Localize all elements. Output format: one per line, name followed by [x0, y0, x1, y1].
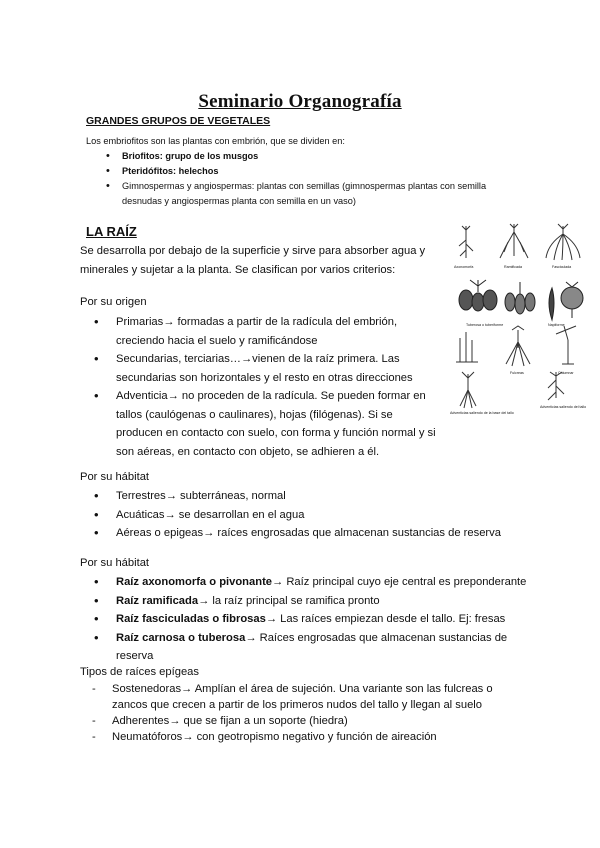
origen-label: Por su origen: [80, 296, 147, 308]
raiz-intro: Se desarrolla por debajo de la superficie y sirve para absorber agua y minerales y sujetar a la planta. Se clasifican por varios criterios:: [80, 245, 426, 276]
fig-label: Axonomorfa: [454, 265, 474, 269]
list-item: • Raíz fasciculadas o fibrosas→ Las raíces empiezan desde el tallo. Ej: fresas: [86, 610, 546, 629]
list-item: • Primarias→ formadas a partir de la radícula del embrión, creciendo hacia el suelo y ramificándose: [86, 313, 440, 350]
list-item: - Neumatóforos→ con geotropismo negativo y función de aireación: [86, 729, 506, 745]
groups-intro: Los embriofitos son las plantas con embrión, que se dividen en:: [86, 136, 345, 146]
habitat1-label: Por su hábitat: [80, 471, 150, 483]
epigeas-list: [86, 681, 506, 745]
list-item: • Acuáticas→ se desarrollan en el agua: [86, 506, 566, 525]
fig-label: Fulcreas: [510, 371, 524, 375]
groups-heading: GRANDES GRUPOS DE VEGETALES: [86, 115, 271, 127]
groups-list: [104, 149, 494, 209]
list-item: • Adventicia→ no proceden de la radícula. Se pueden formar en tallos (caulógenas o caulinares), hojas (filógenas). Si se producen en contacto con suelo, con forma y función normal y si son aéreas, en contacto con objeto, se adhieren a él.: [86, 387, 440, 461]
root-types-figure: [448, 222, 586, 418]
list-item: • Briofitos: grupo de los musgos: [104, 149, 494, 164]
habitat2-list: [86, 573, 546, 666]
raiz-heading: LA RAÍZ: [86, 224, 137, 239]
origen-list: [86, 313, 440, 461]
page-title: Seminario Organografía: [198, 91, 402, 112]
list-item: • Pteridófitos: helechos: [104, 164, 494, 179]
list-item: - Sostenedoras→ Amplían el área de sujeción. Una variante son las fulcreas o zancos que crecen a partir de los primeros nudos del tallo y llegan al suelo: [86, 681, 506, 713]
habitat2-label: Por su hábitat: [80, 557, 150, 569]
habitat1-list: [86, 487, 566, 543]
list-item: • Raíz axonomorfa o pivonante→ Raíz principal cuyo eje central es preponderante: [86, 573, 546, 592]
list-item: • Gimnospermas y angiospermas: plantas con semillas (gimnospermas plantas con semilla desnudas y angiospermas planta con semilla en un vaso): [104, 179, 494, 209]
fig-label: Columnar: [558, 371, 574, 375]
fig-label: Napiforme: [548, 323, 565, 327]
list-item: • Terrestres→ subterráneas, normal: [86, 487, 566, 506]
fig-label: Ramificada: [504, 265, 522, 269]
epigeas-label: Tipos de raíces epígeas: [80, 666, 199, 678]
fig-label: Fasciculada: [552, 265, 572, 269]
list-item: • Raíz ramificada→ la raíz principal se ramifica pronto: [86, 592, 546, 611]
list-item: • Raíz carnosa o tuberosa→ Raíces engrosadas que almacenan sustancias de reserva: [86, 629, 546, 666]
fig-label: Adventicias saliendo de la base del tallo: [450, 411, 514, 415]
fig-label: Tuberosa o tuberiforme: [466, 323, 504, 327]
list-item: • Aéreas o epigeas→ raíces engrosadas que almacenan sustancias de reserva: [86, 524, 566, 543]
list-item: • Secundarias, terciarias…→vienen de la raíz primera. Las secundarias son horizontales y el resto en otras direcciones: [86, 350, 440, 387]
list-item: - Adherentes→ que se fijan a un soporte (hiedra): [86, 713, 506, 729]
fig-label: Adventicias saliendo del tallo: [540, 405, 586, 409]
